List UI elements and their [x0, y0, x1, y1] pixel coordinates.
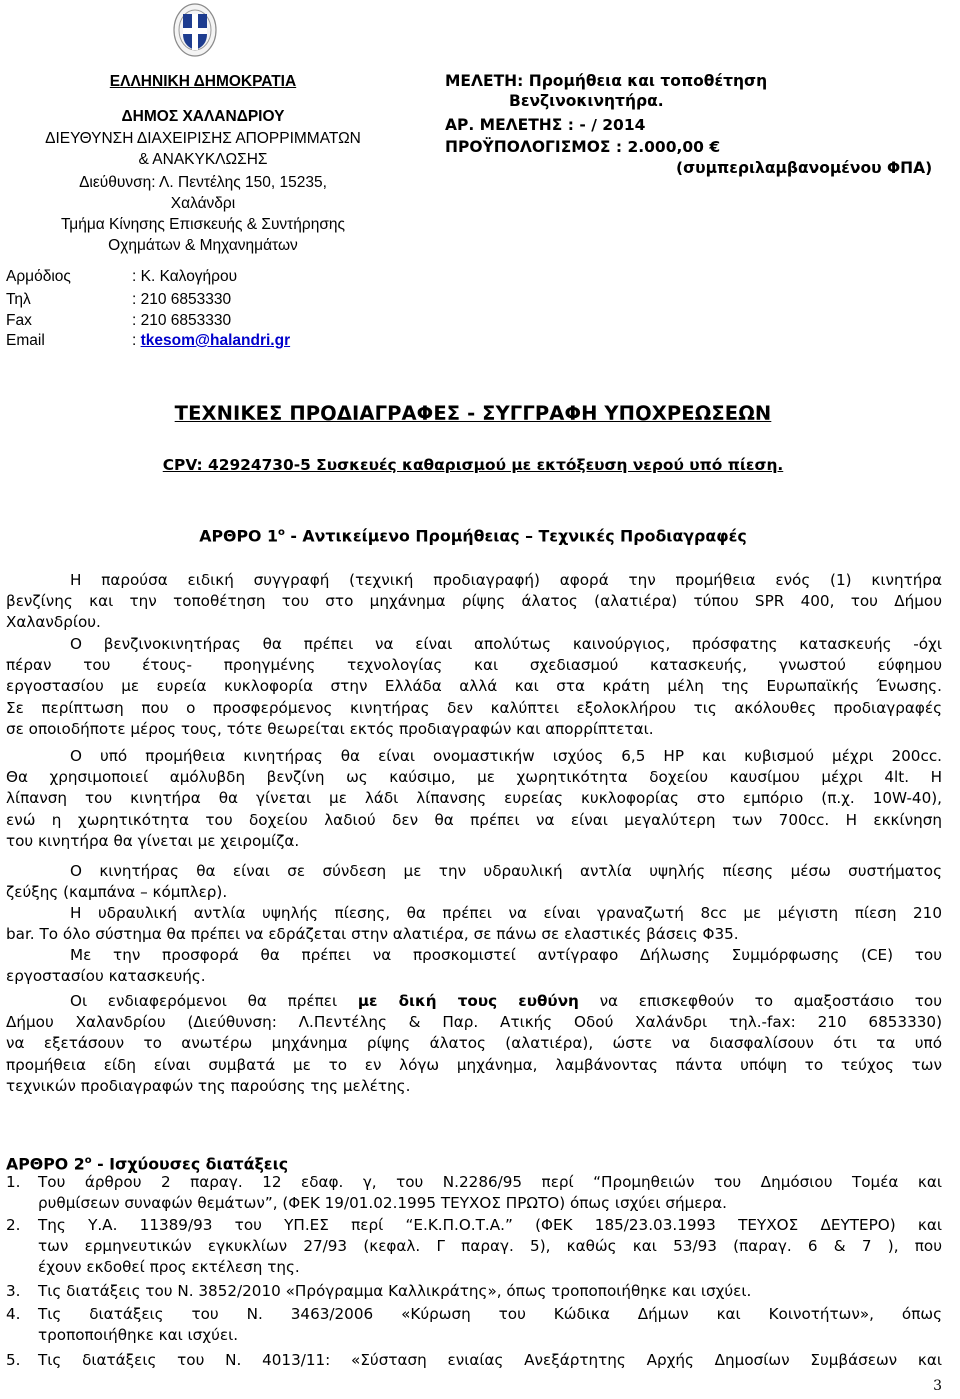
text-line: bar. Το όλο σύστημα θα πρέπει να εδράζεται στην αλατιέρα, σε πάνω σε ελαστικές βάσεις Φ35.: [6, 925, 739, 944]
cpv-code: CPV: 42924730-5 Συσκευές καθαρισμού με εκτόξευση νερού υπό πίεση.: [162, 456, 784, 474]
text-line: Του άρθρου 2 παραγ. 12 εδαφ. γ, του Ν.2286/95 περί “Προμηθειών του Δημόσιου Τομέα και: [38, 1173, 942, 1191]
emphasis-text: με δική τους ευθύνη: [357, 992, 579, 1010]
list-item-number: 1.: [6, 1173, 21, 1191]
text-line: Ο υπό προμήθεια κινητήρας θα είναι ονομαστικήw ισχύος 6,5 HP και κυβισμού μέχρι 200cc.: [70, 747, 942, 765]
text-line: Τις διατάξεις του Ν. 3852/2010 «Πρόγραμμα Καλλικράτης», όπως τροποποιήθηκε και ισχύει.: [38, 1282, 752, 1300]
list-item-number: 4.: [6, 1305, 21, 1323]
study-title: ΜΕΛΕΤΗ: Προμήθεια και τοποθέτηση: [445, 72, 768, 90]
study-budget: ΠΡΟΫΠΟΛΟΓΙΣΜΟΣ : 2.000,00 €: [445, 138, 721, 156]
text-line: ρυθμίσεων συναφών θεμάτων”, (ΦΕΚ 19/01.02.1995 ΤΕΥΧΟΣ ΠΡΩΤΟ) όπως ισχύει σήμερα.: [38, 1194, 727, 1213]
article-1-heading-prefix: ΑΡΘΡΟ 1: [199, 526, 278, 546]
text-line: Ο βενζινοκινητήρας θα πρέπει να είναι απολύτως καινούργιος, πρόσφατης κατασκευής -όχι: [70, 635, 942, 653]
department-line-2: Οχημάτων & Μηχανημάτων: [108, 237, 298, 254]
study-subject: Βενζινοκινητήρα.: [509, 92, 664, 110]
text-line: Θα χρησιμοποιεί αμόλυβδη βενζίνη ως καύσιμο, με χωρητικότητα δοχείου καυσίμου μέχρι 4lt. Η: [6, 768, 942, 787]
text-line: πέραν του έτους- προηγμένης τεχνολογίας και σχεδιασμού κατασκευής, γνωστού εύφημου: [6, 656, 942, 675]
greek-coat-of-arms-icon: [172, 2, 218, 58]
text-line: Τις διατάξεις του Ν. 3463/2006 «Κύρωση του Κώδικα Δήμων και Κοινοτήτων», όπως: [38, 1305, 942, 1323]
phone-label: Τηλ: [6, 291, 31, 308]
text-line: εργοστασίου κατασκευής.: [6, 967, 206, 986]
text-line: σε οποιοδήποτε μέρος τους, τότε θεωρείται εκτός προδιαγραφών και απορρίπτεται.: [6, 719, 654, 738]
article-1-paragraph-3: [6, 746, 942, 852]
article-1-paragraph-1: [6, 570, 942, 634]
text-line: Σε περίπτωση που ο προσφερόμενος κινητήρας δεν καλύπτει εξολοκλήρου τις ακόλουθες προδιαγραφές: [6, 698, 942, 717]
text-line: Με την προσφορά θα πρέπει να προσκομιστεί αντίγραφο Δήλωσης Συμμόρφωσης (CE) του: [70, 946, 942, 964]
article-1-paragraph-6: [6, 945, 942, 987]
address-line-1: Διεύθυνση: Λ. Πεντέλης 150, 15235,: [79, 174, 327, 191]
study-number: ΑΡ. ΜΕΛΕΤΗΣ : - / 2014: [445, 116, 646, 134]
country-heading: ΕΛΛΗΝΙΚΗ ΔΗΜΟΚΡΑΤΙΑ: [109, 73, 297, 90]
text-line: βενζίνης και την τοποθέτηση του στο μηχάνημα ρίψης άλατος (αλατιέρα) τύπου SPR 400, του Δήμου: [6, 592, 942, 611]
text-run: Οι ενδιαφερόμενοι θα πρέπει: [70, 992, 358, 1010]
text-line: Η υδραυλική αντλία υψηλής πίεσης, θα πρέπει να είναι γραναζωτή 8cc με μέγιστη πίεση 210: [70, 904, 942, 922]
address-line-2: Χαλάνδρι: [170, 195, 236, 212]
email-row: [132, 332, 290, 350]
text-line: Τις διατάξεις του Ν. 4013/11: «Σύσταση ενιαίας Ανεξάρτητης Αρχής Δημοσίων Συμβάσεων και: [38, 1351, 942, 1369]
article-2-heading: [6, 1150, 288, 1174]
responsible-label: Αρμόδιος: [6, 268, 71, 285]
text-line: του κινητήρα θα γίνεται με χειρομίζα.: [6, 831, 300, 850]
text-line: τεχνικών προδιαγραφών της παρούσης της μελέτης.: [6, 1076, 411, 1095]
fax-value: : 210 6853330: [132, 312, 232, 329]
list-item-number: 5.: [6, 1351, 21, 1369]
text-line: ζεύξης (καμπάνα – κόμπλερ).: [6, 883, 228, 902]
text-line: Χαλανδρίου.: [6, 613, 101, 632]
article-2-heading-prefix: ΑΡΘΡΟ 2: [6, 1154, 85, 1174]
text-line: ενώ η χωρητικότητα του δοχείου λαδιού δεν θα πρέπει να είναι μεγαλύτερη των 700cc. Η εκκίνηση: [6, 810, 942, 829]
page-number: 3: [933, 1378, 942, 1394]
article-1-paragraph-2: [6, 634, 942, 740]
article-1-paragraph-5: [6, 903, 942, 945]
article-1-heading-sup: ο: [277, 527, 285, 538]
list-item-number: 2.: [6, 1216, 21, 1234]
article-2-heading-sup: ο: [84, 1155, 92, 1166]
document-title: ΤΕΧΝΙΚΕΣ ΠΡΟΔΙΑΓΡΑΦΕΣ - ΣΥΓΓΡΑΦΗ ΥΠΟΧΡΕΩΣΕΩΝ: [174, 402, 772, 425]
article-1-heading: [0, 522, 946, 546]
article-1-heading-rest: - Αντικείμενο Προμήθειας – Τεχνικές Προδιαγραφές: [284, 526, 747, 546]
text-line: εργοστασίου με ευρεία κυκλοφορία στην Ελλάδα αλλά και στα κράτη μέλη της Ευρωπαϊκής Ένωσης.: [6, 677, 942, 696]
directorate-line-1: ΔΙΕΥΘΥΝΣΗ ΔΙΑΧΕΙΡΙΣΗΣ ΑΠΟΡΡΙΜΜΑΤΩΝ: [45, 130, 361, 147]
text-line: Δήμου Χαλανδρίου (Διεύθυνση: Λ.Πεντέλης & Παρ. Ατικής Οδού Χαλάνδρι τηλ.-fax: 210 6853330): [6, 1013, 942, 1032]
text-line: έχουν εκδοθεί προς εκτέλεση της.: [38, 1258, 300, 1277]
text-line: Της Υ.Α. 11389/93 του ΥΠ.ΕΣ περί “Ε.Κ.Π.Ο.Τ.Α.” (ΦΕΚ 185/23.03.1993 ΤΕΥΧΟΣ ΔΕΥΤΕΡΟ) και: [38, 1216, 942, 1234]
article-2-heading-rest: - Ισχύουσες διατάξεις: [91, 1154, 289, 1174]
text-run: να επισκεφθούν το αμαξοστάσιο του: [578, 992, 943, 1010]
article-1-paragraph-7: [6, 991, 942, 1097]
email-label: Email: [6, 332, 45, 349]
text-line: Η παρούσα ειδική συγγραφή (τεχνική προδιαγραφή) αφορά την προμήθεια ενός (1) κινητήρα: [70, 571, 942, 589]
fax-label: Fax: [6, 312, 32, 329]
phone-value: : 210 6853330: [132, 291, 232, 308]
responsible-value: : Κ. Καλογήρου: [132, 268, 238, 285]
list-item-number: 3.: [6, 1282, 21, 1300]
text-line: Ο κινητήρας θα είναι σε σύνδεση με την υδραυλική αντλία υψηλής πίεσης μέσω συστήματος: [70, 862, 942, 880]
text-line: λίπανση του κινητήρα θα γίνεται με λάδι λίπανσης ευρείας κυκλοφορίας στο εμπόριο (π.χ. 10W-40),: [6, 789, 942, 808]
department-line-1: Τμήμα Κίνησης Επισκευής & Συντήρησης: [60, 216, 346, 233]
text-line: να εξετάσουν το ανωτέρω μηχάνημα ρίψης άλατος (αλατιέρα), ώστε να διασφαλίσουν ότι τα υπό: [6, 1034, 942, 1053]
article-1-paragraph-4: [6, 861, 942, 903]
text-line: προμήθεια είδη είναι συμβατά με το εν λόγω μηχάνημα, λαμβάνοντας πάντα υπόψη το τεύχος των: [6, 1055, 942, 1074]
text-line: τροποποιήθηκε και ισχύει.: [38, 1326, 239, 1345]
email-prefix: :: [132, 332, 141, 349]
municipality-heading: ΔΗΜΟΣ ΧΑΛΑΝΔΡΙΟΥ: [121, 108, 285, 125]
email-link[interactable]: tkesom@halandri.gr: [140, 332, 291, 349]
study-vat-note: (συμπεριλαμβανομένου ΦΠΑ): [676, 159, 933, 177]
text-line: των ερμηνευτικών εγκυκλίων 27/93 (κεφαλ. Γ παραγ. 5), καθώς και 53/93 (παραγ. 6 & 7 ), που: [38, 1237, 942, 1256]
directorate-line-2: & ΑΝΑΚΥΚΛΩΣΗΣ: [138, 151, 268, 168]
text-line: [6, 991, 942, 1012]
